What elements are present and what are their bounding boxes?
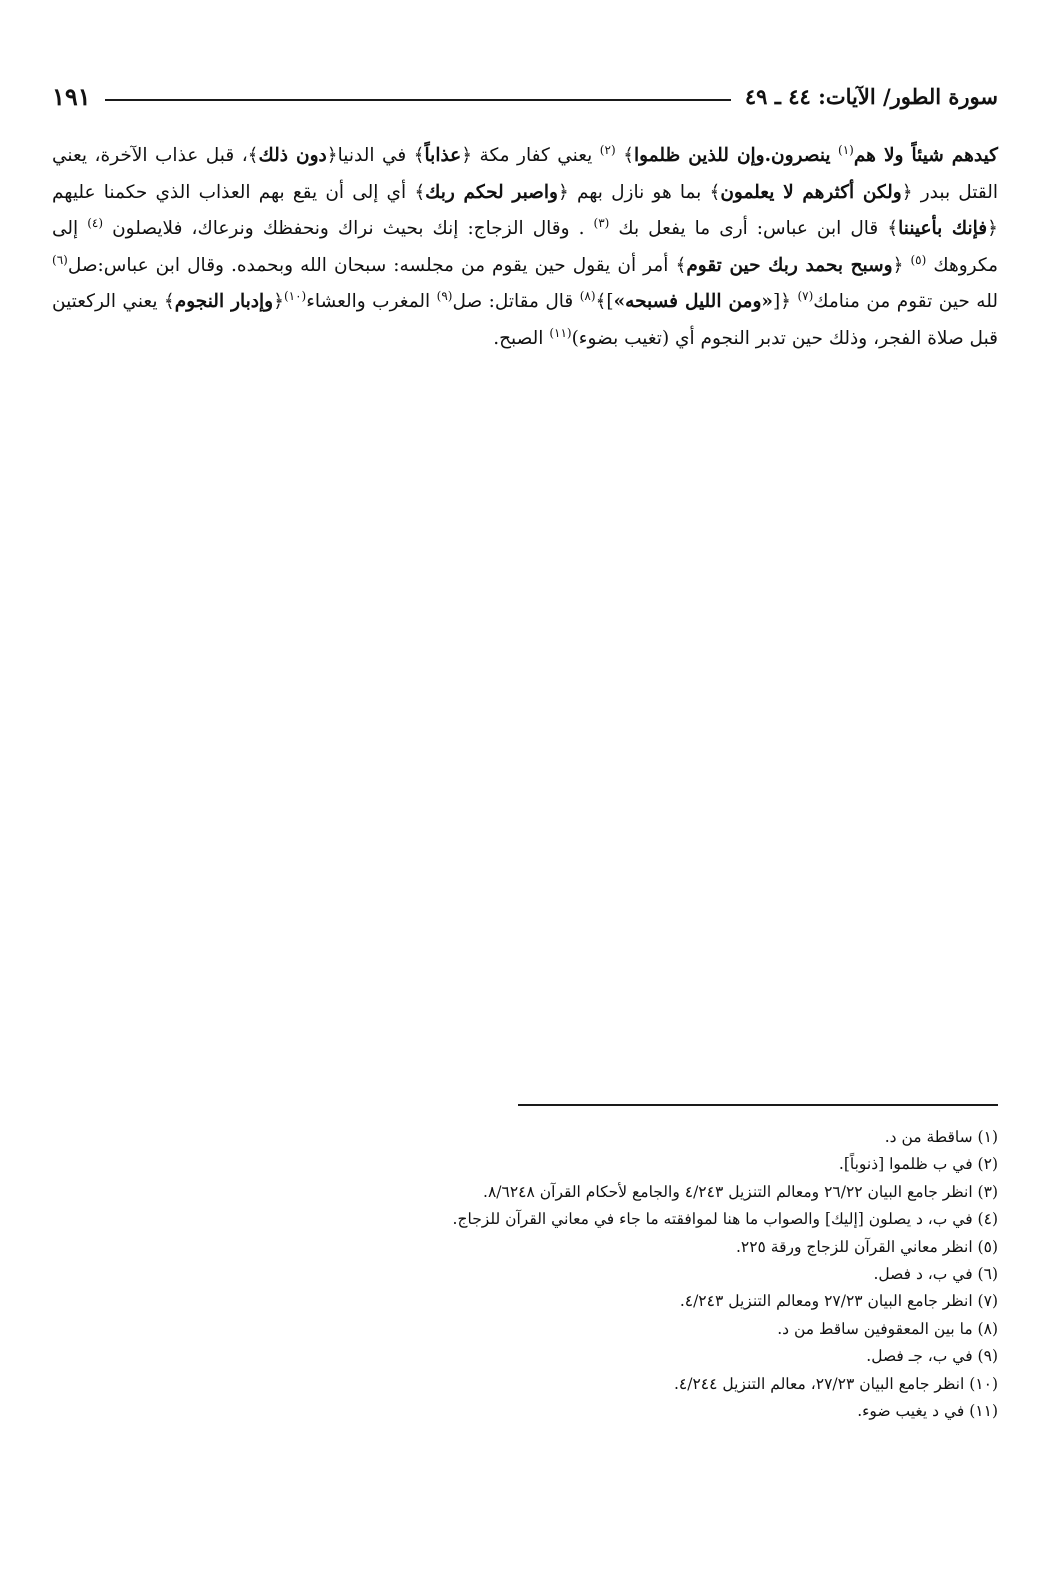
commentary-text: ﴾ xyxy=(615,145,634,166)
quranic-quote: وسبح بحمد ربك حين تقوم xyxy=(686,254,893,276)
commentary-text: ﴾، قبل عذاب الآخرة، يعني القتل ببدر ﴿ xyxy=(52,145,998,203)
footnote-item: (١) ساقطة من د. xyxy=(884,1128,998,1146)
quranic-quote: عذاباً xyxy=(424,145,462,166)
page-header xyxy=(52,78,998,114)
footnote-marker: (٦) xyxy=(52,252,68,267)
footnote-item: (٢) في ب ظلموا [ذنوباً]. xyxy=(838,1155,998,1174)
footnote-marker: (٧) xyxy=(797,288,814,303)
quranic-quote: دون ذلك xyxy=(258,145,327,166)
footnote-marker: (٥) xyxy=(910,252,927,267)
footnote-separator xyxy=(518,1104,998,1106)
commentary-text: يعني كفار مكة ﴿ xyxy=(461,145,600,166)
footnote-item: (١١) في د يغيب ضوء. xyxy=(857,1402,998,1421)
commentary-text: إلى مكروهك xyxy=(52,218,998,276)
footnote-item: (٧) انظر جامع البيان ٢٧/٢٣ ومعالم التنزيل ٤/٢٤٣. xyxy=(679,1292,998,1311)
header-rule xyxy=(105,99,731,101)
footnote-marker: (٨) xyxy=(579,288,596,303)
quranic-quote: كيدهم شيئاً ولا هم xyxy=(853,145,998,166)
footnote-marker: (٩) xyxy=(436,288,453,303)
commentary-text: المغرب والعشاء xyxy=(306,291,437,312)
commentary-text xyxy=(831,145,838,166)
footnote-item: (٩) في ب، جـ فصل. xyxy=(866,1347,998,1366)
commentary-text: الصبح. xyxy=(493,327,550,349)
quranic-quote: «ومن الليل فسبحه» xyxy=(613,291,773,312)
commentary-text: ﴾ أمر أن يقول حين يقوم من مجلسه: سبحان الله وبحمده. وقال ابن عباس:صل xyxy=(67,254,687,276)
commentary-text: لله حين تقوم من منامك xyxy=(813,291,998,312)
footnote-item: (١٠) انظر جامع البيان ٢٧/٢٣، معالم التنزيل ٤/٢٤٤. xyxy=(673,1374,998,1393)
footnote-item: (٨) ما بين المعقوفين ساقط من د. xyxy=(777,1319,998,1338)
footnote-marker: (١) xyxy=(838,142,854,157)
footnote-marker: (١١) xyxy=(549,325,572,340)
commentary-text: ﴾ بما هو نازل بهم ﴿ xyxy=(557,181,721,203)
footnote-item: (٣) انظر جامع البيان ٢٦/٢٢ ومعالم التنزيل ٤/٢٤٣ والجامع لأحكام القرآن ٨/٦٢٤٨. xyxy=(483,1182,998,1201)
running-title: سورة الطور/ الآيات: ٤٤ ـ ٤٩ xyxy=(744,83,998,109)
commentary-text: ﴾ قال ابن عباس: أرى ما يفعل بك xyxy=(609,218,899,239)
footnote-item: (٥) انظر معاني القرآن للزجاج ورقة ٢٢٥. xyxy=(735,1237,998,1256)
footnote-marker: (١٠) xyxy=(283,288,307,303)
body-paragraph xyxy=(52,138,998,357)
quranic-quote: وإدبار النجوم xyxy=(174,291,274,312)
commentary-text: ﴿[ xyxy=(772,291,798,312)
commentary-text: ﴾ يعني الركعتين قبل صلاة الفجر، وذلك حين تدبر النجوم أي (تغيب بضوء) xyxy=(52,291,998,349)
page-number: ١٩١ xyxy=(52,81,91,111)
quranic-quote: واصبر لحكم ربك xyxy=(425,181,558,203)
footnote-marker: (٢) xyxy=(599,142,616,157)
commentary-text: . وقال الزجاج: إنك بحيث نراك ونحفظك ونرعاك، فلايصلون xyxy=(103,218,594,239)
commentary-text: ﴿ xyxy=(892,254,911,276)
footnotes-list xyxy=(52,1124,998,1425)
footnote-item: (٦) في ب، د فصل. xyxy=(873,1265,998,1284)
footnote-item: (٤) في ب، د يصلون [إليك] والصواب ما هنا لموافقته ما جاء في معاني القرآن للزجاج. xyxy=(452,1210,998,1229)
footnote-marker: (٤) xyxy=(87,215,104,230)
commentary-text: ﴿ xyxy=(273,291,284,312)
footnote-marker: (٣) xyxy=(593,215,610,230)
commentary-text: ﴾ في الدنيا﴿ xyxy=(326,145,425,166)
commentary-text: ]﴾ xyxy=(595,291,614,312)
quranic-quote: ينصرون.وإن للذين ظلموا xyxy=(633,145,831,166)
quranic-quote: ولكن أكثرهم لا يعلمون xyxy=(720,181,902,203)
commentary-text: ﴾ أي إلى أن يقع بهم العذاب الذي حكمنا عليهم ﴿ xyxy=(52,181,998,239)
quranic-quote: فإنك بأعيننا xyxy=(898,218,988,239)
commentary-text: قال مقاتل: صل xyxy=(452,291,580,312)
